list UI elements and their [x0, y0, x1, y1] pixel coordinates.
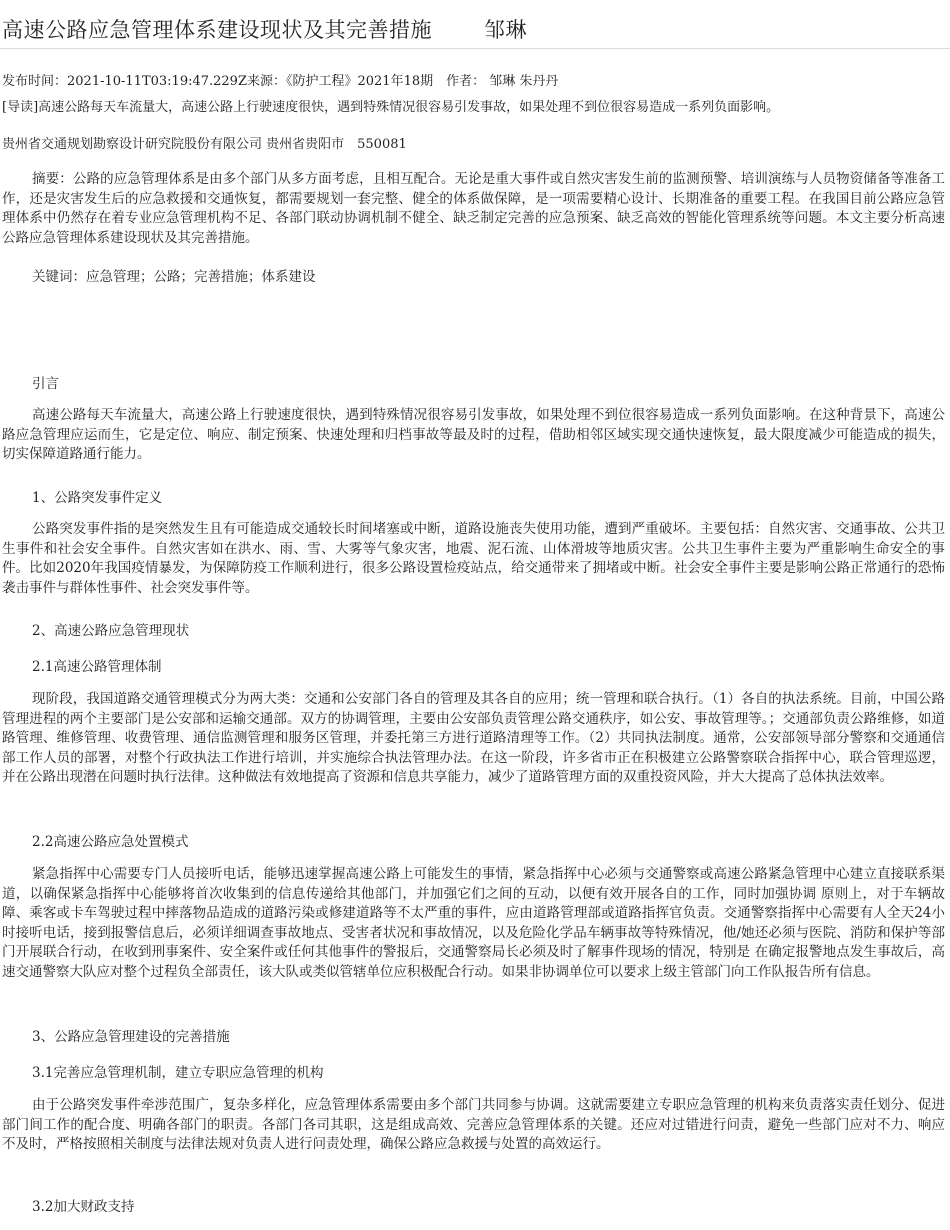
intro-heading: 引言 [32, 376, 59, 392]
title-text: 高速公路应急管理体系建设现状及其完善措施 [2, 18, 432, 42]
section-1-heading: 1、公路突发事件定义 [32, 490, 163, 506]
article-meta: 发布时间：2021-10-11T03:19:47.229Z来源：《防护工程》2021年18期 作者： 邹琳 朱丹丹 [2, 74, 559, 89]
title-author: 邹琳 [484, 18, 527, 42]
section-2-2-heading: 2.2高速公路应急处置模式 [32, 834, 189, 850]
article-title [2, 14, 527, 44]
section-2-1-heading: 2.1高速公路管理体制 [32, 659, 162, 675]
section-3-2-heading: 3.2加大财政支持 [32, 1199, 135, 1215]
section-3-1-paragraph: 由于公路突发事件牵涉范围广，复杂多样化，应急管理体系需要由多个部门共同参与协调。这就需要建立专职应急管理的机构来负责落实责任划分、促进部门间工作的配合度、明确各部门的职责。各部门各司其职，这是组成高效、完善应急管理体系的关键。还应对过错进行问责，避免一些部门应对不力、响应不及时，严格按照相关制度与法律法规对负责人进行问责处理，确保公路应急救援与处置的高效运行。 [2, 1097, 945, 1152]
section-2-heading: 2、高速公路应急管理现状 [32, 623, 190, 639]
section-3-1-heading: 3.1完善应急管理机制，建立专职应急管理的机构 [32, 1065, 324, 1081]
article-affiliation: 贵州省交通规划勘察设计研究院股份有限公司 贵州省贵阳市 550081 [2, 137, 407, 152]
section-3-heading: 3、公路应急管理建设的完善措施 [32, 1029, 230, 1045]
section-1-paragraph: 公路突发事件指的是突然发生且有可能造成交通较长时间堵塞或中断，道路设施丧失使用功能，遭到严重破坏。主要包括：自然灾害、交通事故、公共卫生事件和社会安全事件。自然灾害如在洪水、雨、雪、大雾等气象灾害，地震、泥石流、山体滑坡等地质灾害。公共卫生事件主要为严重影响生命安全的事件。比如2020年我国疫情暴发，为保障防疫工作顺利进行，很多公路设置检疫站点，给交通带来了拥堵或中断。社会安全事件主要是影响公路正常通行的恐怖袭击事件与群体性事件、社会突发事件等。 [2, 521, 945, 596]
keywords-line: 关键词：应急管理；公路；完善措施；体系建设 [32, 269, 316, 285]
intro-paragraph: 高速公路每天车流量大，高速公路上行驶速度很快，遇到特殊情况很容易引发事故，如果处理不到位很容易造成一系列负面影响。在这种背景下，高速公路应急管理应运而生，它是定位、响应、制定预案、快速处理和归档事故等最及时的过程，借助相邻区域实现交通快速恢复，最大限度减少可能造成的损失，切实保障道路通行能力。 [2, 407, 945, 462]
section-2-2-paragraph: 紧急指挥中心需要专门人员接听电话，能够迅速掌握高速公路上可能发生的事情，紧急指挥中心必须与交通警察或高速公路紧急管理中心建立直接联系渠道，以确保紧急指挥中心能够将首次收集到的信息传递给其他部门，并加强它们之间的互动，以便有效开展各自的工作，同时加强协调 原则上，对于车辆故障、乘客或卡车驾驶过程中摔落物品造成的道路污染或修建道路等不太严重的事件，应由道路管理部或道路指挥官负责。交通警察指挥中心需要有人全天24小时接听电话，接到报警信息后，必须详细调查事故地点、受害者状况和事故情况，以及危险化学品车辆事故等特殊情况，他/她还必须与医院、消防和保护等部门开展联合行动，在收到刑事案件、安全案件或任何其他事件的警报后，交通警察局长必须及时了解事件现场的情况，特别是 在确定报警地点发生事故后，高速交通警察大队应对整个过程负全部责任，该大队或类似管辖单位应积极配合行动。如果非协调单位可以要求上级主管部门向工作队报告所有信息。 [2, 866, 945, 980]
title-bar [0, 8, 950, 49]
article-lead: [导读]高速公路每天车流量大，高速公路上行驶速度很快，遇到特殊情况很容易引发事故，如果处理不到位很容易造成一系列负面影响。 [2, 100, 780, 115]
abstract-paragraph: 摘要：公路的应急管理体系是由多个部门从多方面考虑，且相互配合。无论是重大事件或自然灾害发生前的监测预警、培训演练与人员物资储备等准备工作，还是灾害发生后的应急救援和交通恢复，都需要规划一套完整、健全的体系做保障，是一项需要精心设计、长期准备的重要工程。在我国目前公路应急管理体系中仍然存在着专业应急管理机构不足、各部门联动协调机制不健全、缺乏制定完善的应急预案、缺乏高效的智能化管理系统等问题。本文主要分析高速公路应急管理体系建设现状及其完善措施。 [2, 171, 945, 246]
section-2-1-paragraph: 现阶段，我国道路交通管理模式分为两大类：交通和公安部门各自的管理及其各自的应用；统一管理和联合执行。（1）各自的执法系统。目前，中国公路管理进程的两个主要部门是公安部和运输交通部。双方的协调管理，主要由公安部负责管理公路交通秩序，如公安、事故管理等。；交通部负责公路维修，如道路管理、维修管理、收费管理、通信监测管理和服务区管理，并委托第三方进行道路清理等工作。（2）共同执法制度。通常，公安部领导部分警察和交通通信部工作人员的部署，对整个行政执法工作进行培训，并实施综合执法管理办法。在这一阶段，许多省市正在积极建立公路警察联合指挥中心，联合管理巡逻，并在公路出现潜在问题时执行法律。这种做法有效地提高了资源和信息共享能力，减少了道路管理方面的双重投资风险，并大大提高了总体执法效率。 [2, 691, 945, 785]
